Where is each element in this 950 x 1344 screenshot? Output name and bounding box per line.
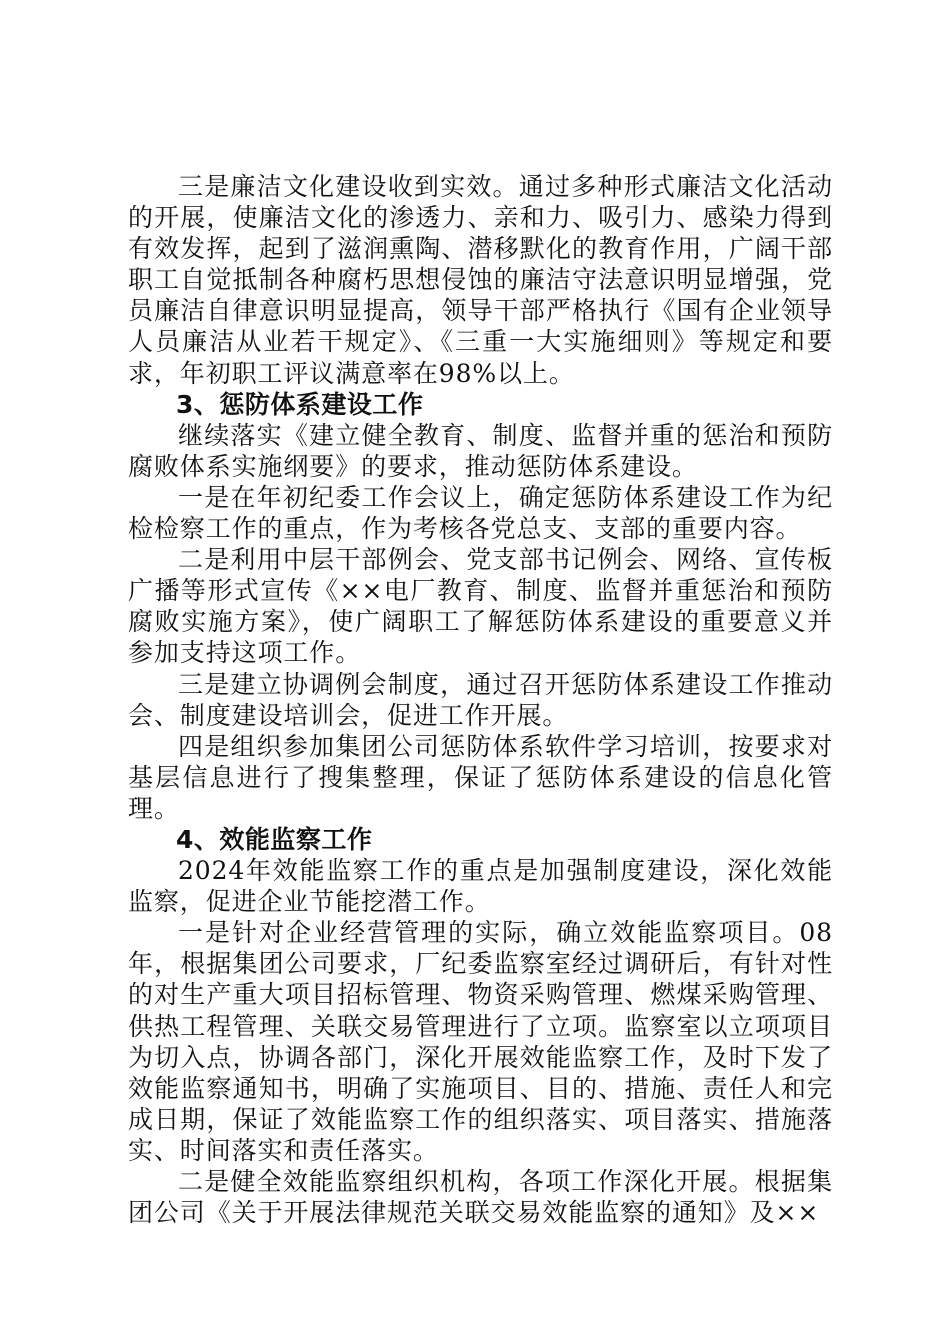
paragraph-prevention-three: 三是建立协调例会制度，通过召开惩防体系建设工作推动会、制度建设培训会，促进工作开展。 (128, 669, 833, 730)
paragraph-integrity-culture: 三是廉洁文化建设收到实效。通过多种形式廉洁文化活动的开展，使廉洁文化的渗透力、亲和力、吸引力、感染力得到有效发挥，起到了滋润熏陶、潜移默化的教育作用，广阔干部职工自觉抵制各种腐朽思想侵蚀的廉洁守法意识明显增强，党员廉洁自律意识明显提高，领导干部严格执行《国有企业领导人员廉洁从业若干规定》、《三重一大实施细则》等规定和要求，年初职工评议满意率在98%以上。 (128, 172, 833, 388)
paragraph-prevention-intro: 继续落实《建立健全教育、制度、监督并重的惩治和预防腐败体系实施纲要》的要求，推动惩防体系建设。 (128, 420, 833, 481)
paragraph-efficiency-two: 二是健全效能监察组织机构，各项工作深化开展。根据集团公司《关于开展法律规范关联交易效能监察的通知》及×× (128, 1167, 833, 1228)
paragraph-prevention-one: 一是在年初纪委工作会议上，确定惩防体系建设工作为纪检检察工作的重点，作为考核各党总支、支部的重要内容。 (128, 482, 833, 544)
document-body (128, 171, 833, 1228)
paragraph-prevention-two: 二是利用中层干部例会、党支部书记例会、网络、宣传板广播等形式宣传《××电厂教育、制度、监督并重惩治和预防腐败实施方案》，使广阔职工了解惩防体系建设的重要意义并参加支持这项工作。 (128, 545, 833, 668)
paragraph-efficiency-intro: 2024年效能监察工作的重点是加强制度建设，深化效能监察，促进企业节能挖潜工作。 (128, 856, 833, 917)
paragraph-efficiency-one: 一是针对企业经营管理的实际，确立效能监察项目。08年，根据集团公司要求，厂纪委监察室经过调研后，有针对性的对生产重大项目招标管理、物资采购管理、燃煤采购管理、供热工程管理、关联交易管理进行了立项。监察室以立项项目为切入点，协调各部门，深化开展效能监察工作，及时下发了效能监察通知书，明确了实施项目、目的、措施、责任人和完成日期，保证了效能监察工作的组织落实、项目落实、措施落实、时间落实和责任落实。 (128, 918, 833, 1165)
heading-prevention-system: 3、惩防体系建设工作 (176, 389, 424, 419)
paragraph-prevention-four: 四是组织参加集团公司惩防体系软件学习培训，按要求对基层信息进行了搜集整理，保证了惩防体系建设的信息化管理。 (128, 731, 833, 823)
heading-efficiency-supervision: 4、效能监察工作 (176, 824, 373, 854)
